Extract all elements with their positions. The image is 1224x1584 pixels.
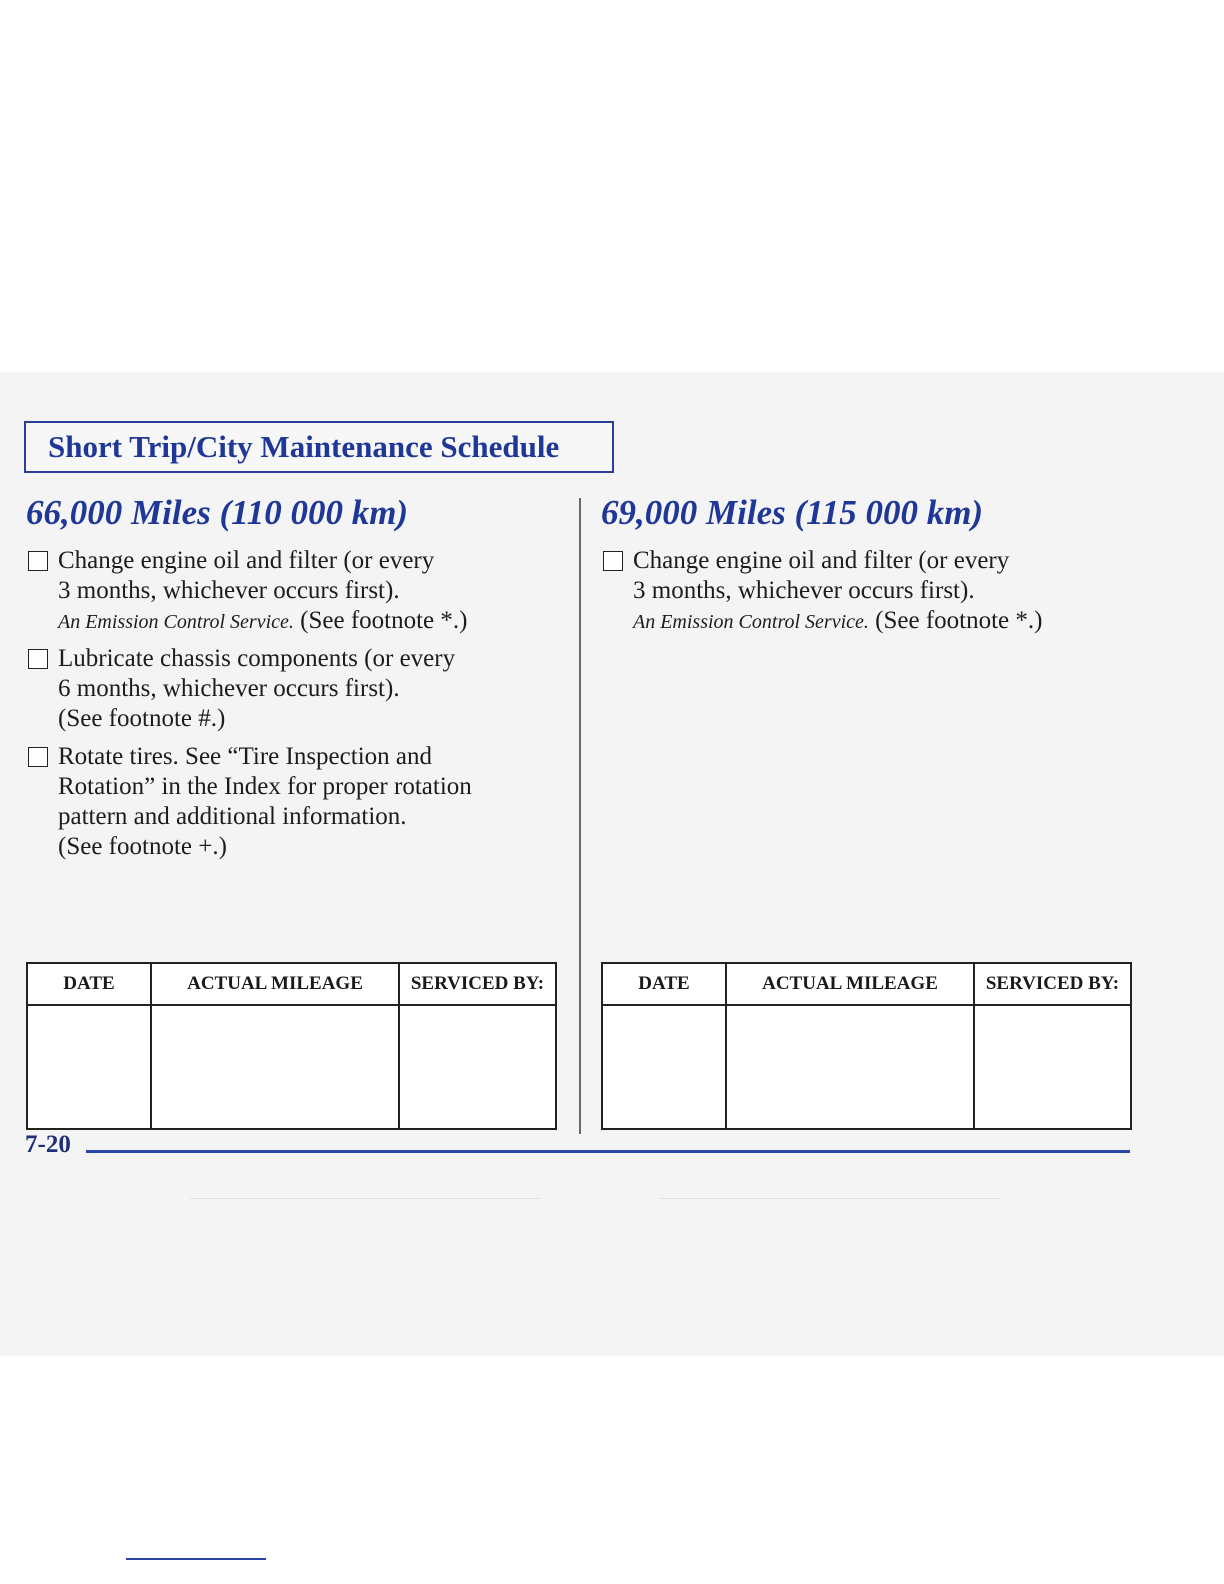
column-divider [579, 498, 581, 1134]
footnote-reference: (See footnote *.) [300, 607, 468, 634]
task-rotate-tires-66000 [28, 742, 548, 862]
bottom-rule [126, 1558, 266, 1560]
date-entry-cell[interactable] [27, 1005, 151, 1129]
task-text-line: Rotation” in the Index for proper rotation [58, 773, 472, 800]
task-text-line: (See footnote +.) [58, 833, 227, 860]
service-log-table-66000 [26, 962, 557, 1130]
date-entry-cell[interactable] [602, 1005, 726, 1129]
mileage-entry-cell[interactable] [726, 1005, 974, 1129]
task-text-line: pattern and additional information. [58, 803, 407, 830]
task-checkbox[interactable] [603, 551, 623, 571]
section-header-box [24, 421, 614, 473]
task-emission-line [58, 606, 467, 637]
column-header-actual-mileage: ACTUAL MILEAGE [151, 963, 399, 1005]
task-checkbox[interactable] [28, 551, 48, 571]
column-header-serviced-by: SERVICED BY: [974, 963, 1131, 1005]
milestone-title-66000: 66,000 Miles (110 000 km) [26, 493, 409, 532]
task-text-line: Change engine oil and filter (or every [58, 547, 435, 574]
task-text-line: 3 months, whichever occurs first). [58, 577, 400, 604]
faint-divider [190, 1198, 540, 1199]
section-title: Short Trip/City Maintenance Schedule [48, 429, 560, 464]
milestone-title-69000: 69,000 Miles (115 000 km) [601, 493, 984, 532]
footer-rule [86, 1150, 1130, 1153]
task-text-line: 3 months, whichever occurs first). [633, 577, 975, 604]
task-checkbox[interactable] [28, 649, 48, 669]
task-lubricate-chassis-66000 [28, 644, 548, 734]
task-text-line: (See footnote #.) [58, 705, 226, 732]
page-number: 7-20 [25, 1131, 71, 1158]
serviced-by-entry-cell[interactable] [974, 1005, 1131, 1129]
column-header-date: DATE [602, 963, 726, 1005]
task-change-oil-69000 [603, 546, 1123, 636]
task-text-line: 6 months, whichever occurs first). [58, 675, 400, 702]
serviced-by-entry-cell[interactable] [399, 1005, 556, 1129]
service-log-table-69000 [601, 962, 1132, 1130]
mileage-entry-cell[interactable] [151, 1005, 399, 1129]
task-change-oil-66000 [28, 546, 548, 636]
column-header-serviced-by: SERVICED BY: [399, 963, 556, 1005]
task-checkbox[interactable] [28, 747, 48, 767]
task-text-line: Rotate tires. See “Tire Inspection and [58, 743, 432, 770]
emission-service-note: An Emission Control Service. [58, 611, 294, 633]
emission-service-note: An Emission Control Service. [633, 611, 869, 633]
faint-divider [660, 1198, 1000, 1199]
task-emission-line [633, 606, 1042, 637]
footnote-reference: (See footnote *.) [875, 607, 1043, 634]
task-text-line: Lubricate chassis components (or every [58, 645, 456, 672]
column-header-date: DATE [27, 963, 151, 1005]
task-text-line: Change engine oil and filter (or every [633, 547, 1010, 574]
column-header-actual-mileage: ACTUAL MILEAGE [726, 963, 974, 1005]
